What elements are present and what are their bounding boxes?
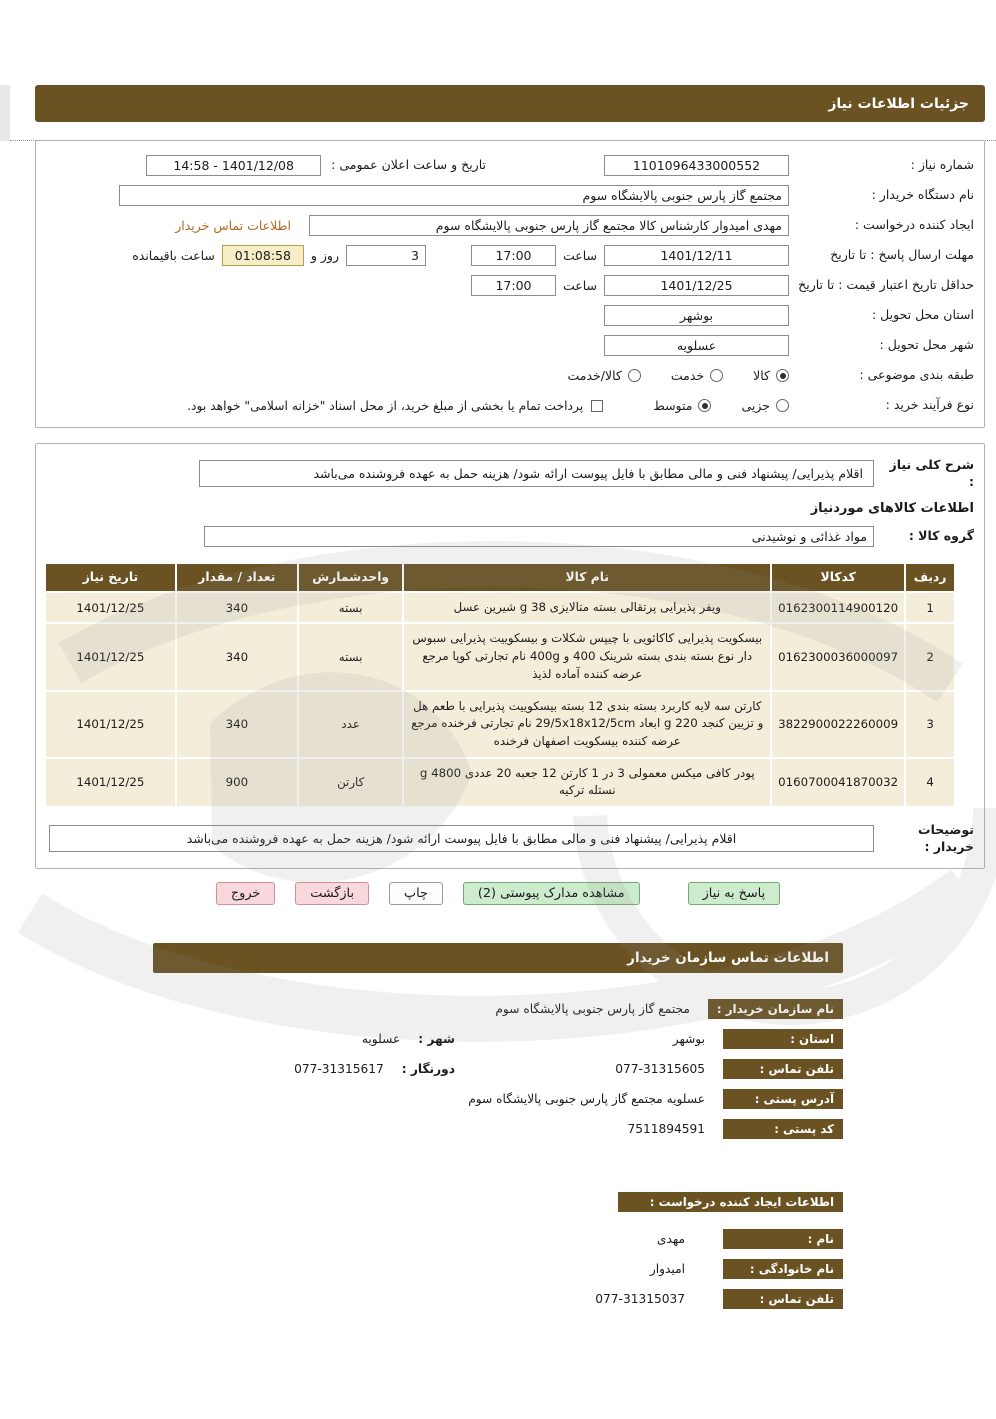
deadline-date-field[interactable]: 1401/12/11 (604, 245, 789, 266)
postal-address-value: عسلویه مجتمع گاز پارس جنوبی پالایشگاه سوم (468, 1092, 705, 1107)
radio-selected-icon (698, 399, 711, 412)
remaining-days-suffix: روز و (310, 248, 339, 263)
cell-quantity: 340 (177, 624, 297, 689)
radio-minor-label: جزیی (741, 398, 770, 413)
cell-item-code: 0162300036000097 (772, 624, 904, 689)
buyer-org-field[interactable]: مجتمع گاز پارس جنوبی پالایشگاه سوم (119, 185, 789, 206)
exit-button[interactable]: خروج (216, 882, 275, 905)
form-row-classification (46, 364, 974, 387)
col-item-code: کدکالا (772, 564, 904, 591)
col-item-name: نام کالا (404, 564, 770, 591)
contact-row-phone-fax (153, 1059, 843, 1080)
city-label: شهر : (418, 1032, 455, 1047)
cell-need-date: 1401/12/25 (46, 692, 175, 757)
buyer-org-label: نام دستگاه خریدار : (871, 187, 974, 203)
process-type-label: نوع فرآیند خرید : (885, 397, 974, 413)
fax-value: 077-31315617 (294, 1062, 384, 1077)
back-button[interactable]: بازگشت (295, 882, 369, 905)
cell-item-code: 3822900022260009 (772, 692, 904, 757)
cell-quantity: 340 (177, 692, 297, 757)
items-panel (35, 443, 985, 869)
cell-quantity: 900 (177, 759, 297, 806)
page-title: جزئیات اطلاعات نیاز (828, 95, 969, 112)
request-creator-field[interactable]: مهدی امیدوار کارشناس کالا مجتمع گاز پارس جنوبی پالایشگاه سوم (309, 215, 789, 236)
org-name-label: نام سازمان خریدار : (708, 999, 843, 1019)
fax-label: دورنگار : (401, 1062, 455, 1077)
items-table (44, 562, 956, 808)
cell-item-name: ویفر پذیرایی پرتقالی بسته متالایزی 38 g شیرین عسل (404, 593, 770, 623)
creator-row-name (153, 1229, 843, 1250)
response-deadline-label: مهلت ارسال پاسخ : تا تاریخ (830, 247, 974, 263)
need-number-field[interactable]: 1101096433000552 (604, 155, 789, 176)
cell-need-date: 1401/12/25 (46, 759, 175, 806)
need-number-label: شماره نیاز : (910, 157, 974, 173)
form-row-buyer-description (46, 822, 974, 856)
radio-icon (710, 369, 723, 382)
cell-unit: بسته (299, 624, 403, 689)
buyer-description-box: اقلام پذیرایی/ پیشنهاد فنی و مالی مطابق با فایل پیوست ارائه شود/ هزینه حمل به عهده فروشنده می‌باشد (49, 825, 874, 852)
col-quantity: تعداد / مقدار (177, 564, 297, 591)
countdown-timer: 01:08:58 (222, 245, 304, 266)
creator-section-header: اطلاعات ایجاد کننده درخواست : (618, 1192, 843, 1212)
announce-datetime-label: تاریخ و ساعت اعلان عمومی : (331, 157, 486, 173)
radio-goods-service-label: کالا/خدمت (567, 368, 622, 383)
respond-button[interactable]: پاسخ به نیاز (688, 882, 781, 905)
cell-item-code: 0160700041870032 (772, 759, 904, 806)
form-row-need-summary (46, 457, 974, 491)
countdown-suffix: ساعت باقیمانده (132, 248, 215, 263)
items-heading: اطلاعات کالاهای موردنیاز (810, 500, 974, 516)
delivery-province-label: استان محل تحویل : (871, 307, 974, 323)
cell-row: 2 (906, 624, 954, 689)
delivery-city-label: شهر محل تحویل : (879, 337, 974, 353)
price-validity-label: حداقل تاریخ اعتبار قیمت : تا تاریخ (798, 277, 974, 293)
form-row-item-group (46, 525, 974, 548)
view-attachments-button[interactable]: مشاهده مدارک پیوستی (2) (463, 882, 640, 905)
creator-phone-value: 077-31315037 (595, 1292, 685, 1307)
radio-medium-label: متوسط (653, 398, 693, 413)
treasury-checkbox[interactable] (591, 400, 603, 412)
cell-row: 1 (906, 593, 954, 623)
contact-row-province-city (153, 1029, 843, 1050)
form-row-price-validity (46, 274, 974, 297)
request-creator-label: ایجاد کننده درخواست : (854, 217, 974, 233)
request-creator-section (153, 1192, 843, 1310)
creator-family-value: امیدوار (649, 1262, 685, 1277)
radio-icon (628, 369, 641, 382)
creator-name-label: نام : (723, 1229, 843, 1249)
need-summary-box: اقلام پذیرایی/ پیشنهاد فنی و مالی مطابق با فایل پیوست ارائه شود/ هزینه حمل به عهده فروشنده می‌باشد (199, 460, 874, 487)
radio-service-label: خدمت (670, 368, 705, 383)
postal-address-label: آدرس پستی : (723, 1089, 843, 1109)
form-row-process-type (46, 394, 974, 417)
delivery-province-field[interactable]: بوشهر (604, 305, 789, 326)
deadline-hour-label: ساعت (562, 248, 597, 263)
table-row (46, 692, 954, 757)
buyer-description-label: توضیحات خریدار : (918, 821, 974, 854)
validity-hour-label: ساعت (562, 278, 597, 293)
classification-label: طبقه بندی موضوعی : (859, 367, 974, 383)
need-info-panel (35, 140, 985, 428)
print-button[interactable]: چاپ (389, 882, 443, 905)
col-need-date: تاریخ نیاز (46, 564, 175, 591)
radio-service[interactable] (671, 368, 723, 383)
action-buttons (0, 882, 996, 905)
form-row-buyer-org (46, 184, 974, 207)
radio-goods-label: کالا (753, 368, 770, 383)
radio-goods-service[interactable] (567, 368, 640, 383)
treasury-note: پرداخت تمام یا بخشی از مبلغ خرید، از محل اسناد "خزانه اسلامی" خواهد بود. (187, 398, 584, 413)
phone-value: 077-31315605 (615, 1062, 705, 1077)
radio-minor[interactable] (741, 398, 789, 413)
city-value: عسلویه (361, 1032, 401, 1047)
form-row-request-creator (46, 214, 974, 237)
creator-row-phone (153, 1289, 843, 1310)
cell-item-name: بیسکویت پذیرایی کاکائویی با چیپس شکلات و بیسکوییت پذیرایی سبوس دار نوع بسته بندی بسته شرینک 400 و 400g نام تجارتی کوپا مرجع عرضه کننده آماده لذیذ (404, 624, 770, 689)
radio-icon (776, 399, 789, 412)
cell-unit: بسته (299, 593, 403, 623)
province-label: استان : (723, 1029, 843, 1049)
cell-row: 4 (906, 759, 954, 806)
radio-medium[interactable] (653, 398, 711, 413)
page-edge-decoration (0, 85, 10, 141)
cell-need-date: 1401/12/25 (46, 624, 175, 689)
org-name-value: مجتمع گاز پارس جنوبی پالایشگاه سوم (495, 1002, 690, 1017)
col-row: ردیف (906, 564, 954, 591)
contact-row-postal-code (153, 1119, 843, 1140)
form-row-response-deadline (46, 244, 974, 267)
cell-unit: عدد (299, 692, 403, 757)
table-row (46, 759, 954, 806)
validity-date-field[interactable]: 1401/12/25 (604, 275, 789, 296)
cell-item-name: پودر کافی میکس معمولی 3 در 1 کارتن 12 جعبه 20 عددی 4800 g نستله ترکیه (404, 759, 770, 806)
buyer-contact-link[interactable]: اطلاعات تماس خریدار (175, 218, 291, 233)
page-header (35, 85, 985, 122)
creator-row-family (153, 1259, 843, 1280)
item-group-field[interactable]: مواد غذائی و نوشیدنی (204, 526, 874, 547)
buyer-contact-header: اطلاعات تماس سازمان خریدار (153, 943, 843, 973)
deadline-time-field[interactable]: 17:00 (471, 245, 556, 266)
form-row-delivery-city (46, 334, 974, 357)
cell-unit: کارتن (299, 759, 403, 806)
radio-selected-icon (776, 369, 789, 382)
buyer-contact-section (153, 943, 843, 1140)
radio-goods[interactable] (753, 368, 789, 383)
postal-code-label: کد پستی : (723, 1119, 843, 1139)
cell-item-name: کارتن سه لایه کاربرد بسته بندی 12 بسته بیسکوییت پذیرایی با طعم هل و تزیین کنجد 220 g ابعاد 29/5x18x12/5cm نام تجارتی فرخنده مرجع عرضه کننده بیسکویت اصفهان فرخنده (404, 692, 770, 757)
postal-code-value: 7511894591 (627, 1122, 705, 1137)
item-group-label: گروه کالا : (908, 527, 974, 543)
form-row-need-number (46, 154, 974, 177)
items-table-header (46, 564, 954, 591)
creator-name-value: مهدی (656, 1232, 685, 1247)
phone-label: تلفن تماس : (723, 1059, 843, 1079)
table-row (46, 624, 954, 689)
form-row-delivery-province (46, 304, 974, 327)
col-unit: واحدشمارش (299, 564, 403, 591)
delivery-city-field[interactable]: عسلویه (604, 335, 789, 356)
remaining-days-field: 3 (346, 245, 426, 266)
announce-datetime-field[interactable]: 1401/12/08 - 14:58 (146, 155, 321, 176)
province-value: بوشهر (672, 1032, 705, 1047)
creator-phone-label: تلفن تماس : (723, 1289, 843, 1309)
contact-row-org (153, 999, 843, 1020)
creator-family-label: نام خانوادگی : (723, 1259, 843, 1279)
validity-time-field[interactable]: 17:00 (471, 275, 556, 296)
table-row (46, 593, 954, 623)
need-summary-label: شرح کلی نیاز : (889, 457, 974, 489)
cell-row: 3 (906, 692, 954, 757)
cell-need-date: 1401/12/25 (46, 593, 175, 623)
creator-header-row (153, 1192, 843, 1213)
cell-quantity: 340 (177, 593, 297, 623)
contact-row-address (153, 1089, 843, 1110)
cell-item-code: 0162300114900120 (772, 593, 904, 623)
